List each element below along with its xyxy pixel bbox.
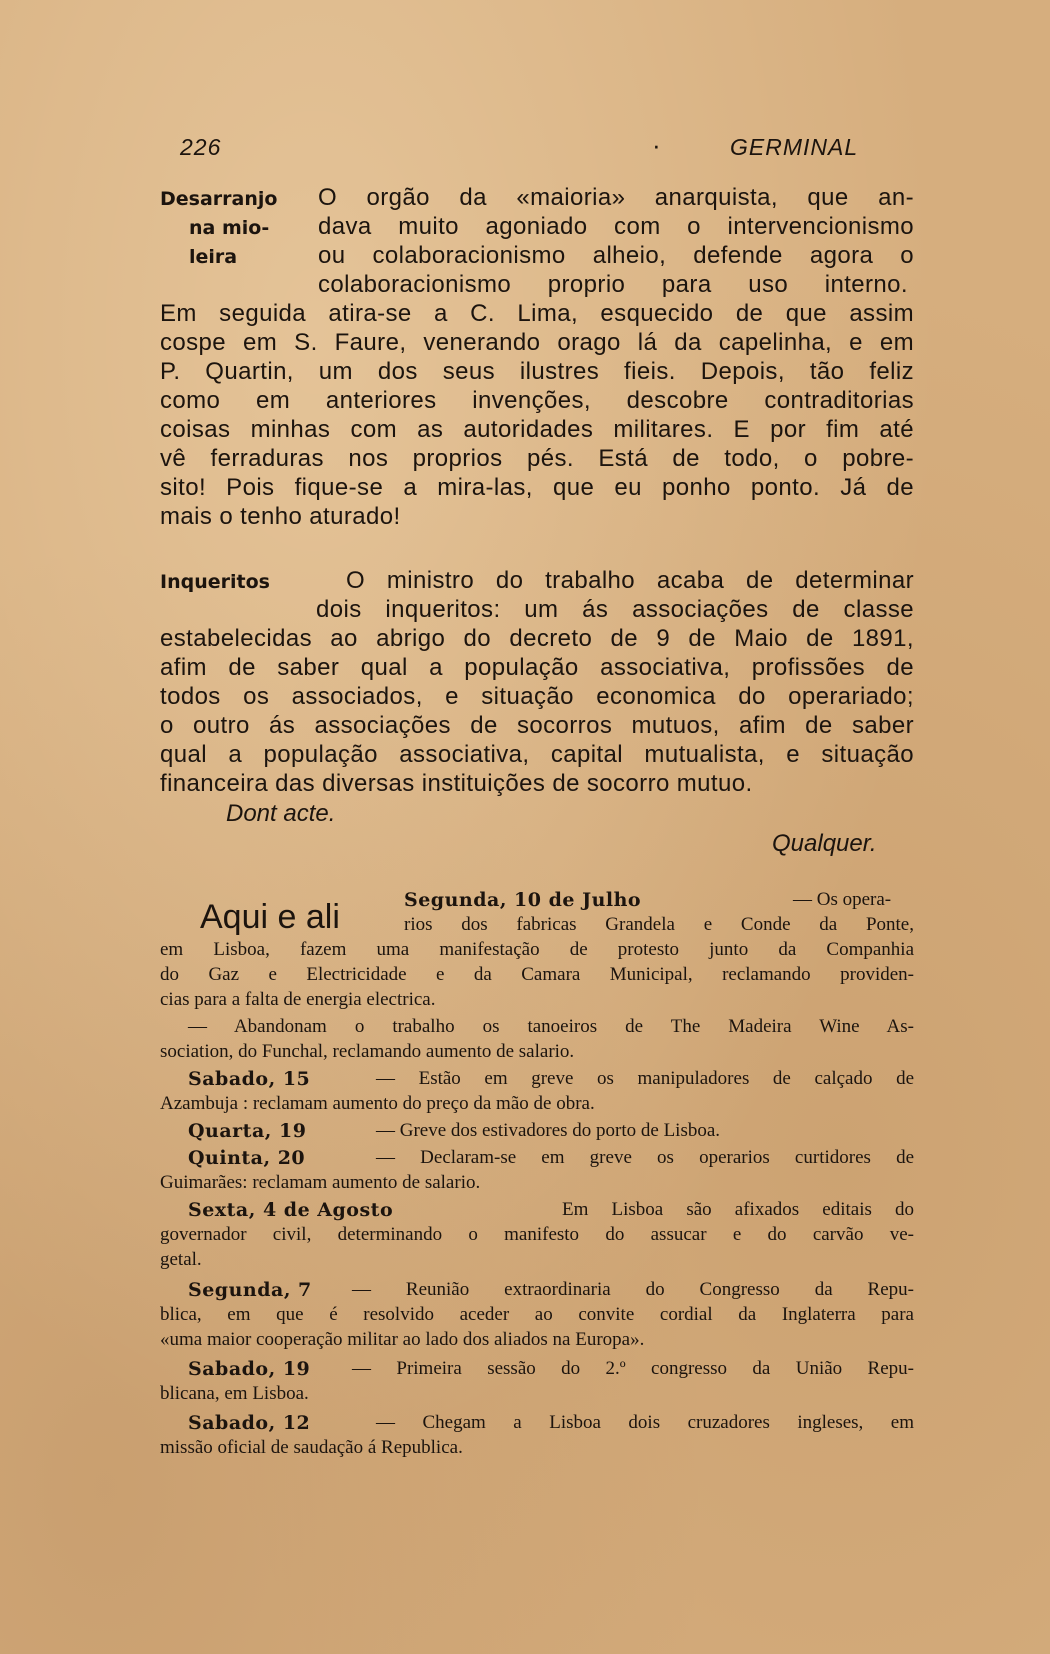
- entry-date: Quarta, 19: [188, 1120, 307, 1142]
- entry-date: Segunda, 7: [188, 1279, 312, 1301]
- text-line: qual a população associativa, capital mutualista, e situação: [160, 741, 914, 768]
- entry-line: blica, em que é resolvido aceder ao convite cordial da Inglaterra para: [160, 1304, 914, 1325]
- section-gloss-line: Desarranjo: [160, 188, 278, 210]
- entry-date: Sabado, 12: [188, 1412, 311, 1434]
- entry-line: getal.: [160, 1249, 202, 1270]
- entry-line: blicana, em Lisboa.: [160, 1383, 309, 1404]
- entry-line: — Greve dos estivadores do porto de Lisboa.: [376, 1120, 721, 1141]
- signature-left: Dont acte.: [226, 800, 336, 827]
- text-line: colaboracionismo proprio para uso interno.: [318, 271, 908, 298]
- entry-line: sociation, do Funchal, reclamando aumento de salario.: [160, 1041, 575, 1062]
- entry-line: — Reunião extraordinaria do Congresso da Repu-: [352, 1279, 914, 1300]
- entry-line: Azambuja : reclamam aumento do preço da mão de obra.: [160, 1093, 595, 1114]
- entry-line: — Estão em greve os manipuladores de calçado de: [376, 1068, 914, 1089]
- entry-line: — Abandonam o trabalho os tanoeiros de The Madeira Wine As-: [188, 1016, 914, 1037]
- text-line: sito! Pois fique-se a mira-las, que eu ponho ponto. Já de: [160, 474, 914, 501]
- entry-line: missão oficial de saudação á Republica.: [160, 1437, 463, 1458]
- entry-line: — Declaram-se em greve os operarios curtidores de: [376, 1147, 914, 1168]
- section-heading: Aqui e ali: [200, 898, 340, 936]
- entry-line: rios dos fabricas Grandela e Conde da Ponte,: [404, 914, 914, 935]
- text-line: o outro ás associações de socorros mutuos, afim de saber: [160, 712, 914, 739]
- entry-line: «uma maior cooperação militar ao lado dos aliados na Europa».: [160, 1329, 645, 1350]
- entry-line: Guimarães: reclamam aumento de salario.: [160, 1172, 481, 1193]
- text-line: O ministro do trabalho acaba de determinar: [346, 567, 914, 594]
- section-gloss-line: na mio-: [189, 217, 270, 239]
- text-line: dava muito agoniado com o intervencionismo: [318, 213, 914, 240]
- entry-date: Sabado, 15: [188, 1068, 311, 1090]
- text-line: todos os associados, e situação economica do operariado;: [160, 683, 914, 710]
- text-line: cospe em S. Faure, venerando orago lá da capelinha, e em: [160, 329, 914, 356]
- text-line: ou colaboracionismo alheio, defende agora o: [318, 242, 914, 269]
- entry-date: Quinta, 20: [188, 1147, 306, 1169]
- entry-date: Segunda, 10 de Julho: [404, 889, 642, 911]
- header-bullet: ·: [652, 130, 661, 160]
- entry-date: Sabado, 19: [188, 1358, 311, 1380]
- text-line: dois inqueritos: um ás associações de classe: [316, 596, 914, 623]
- entry-line: governador civil, determinando o manifesto do assucar e do carvão ve-: [160, 1224, 914, 1245]
- text-line: afim de saber qual a população associativa, profissões de: [160, 654, 914, 681]
- entry-line: — Chegam a Lisboa dois cruzadores ingleses, em: [376, 1412, 914, 1433]
- text-line: estabelecidas ao abrigo do decreto de 9 de Maio de 1891,: [160, 625, 914, 652]
- text-line: financeira das diversas instituições de socorro mutuo.: [160, 770, 753, 797]
- page-number: 226: [180, 134, 222, 160]
- entry-line: cias para a falta de energia electrica.: [160, 989, 436, 1010]
- signature-right: Qualquer.: [772, 830, 877, 857]
- journal-title: GERMINAL: [730, 134, 859, 160]
- entry-line: — Primeira sessão do 2.º congresso da União Repu-: [352, 1358, 914, 1379]
- entry-line: — Os opera-: [793, 889, 892, 910]
- entry-line: em Lisboa, fazem uma manifestação de protesto junto da Companhia: [160, 939, 914, 960]
- entry-line: Em Lisboa são afixados editais do: [562, 1199, 914, 1220]
- text-line: O orgão da «maioria» anarquista, que an-: [318, 184, 914, 211]
- text-line: como em anteriores invenções, descobre contraditorias: [160, 387, 914, 414]
- text-line: vê ferraduras nos proprios pés. Está de todo, o pobre-: [160, 445, 914, 472]
- text-line: coisas minhas com as autoridades militares. E por fim até: [160, 416, 914, 443]
- section-gloss-line: leira: [189, 246, 238, 268]
- entry-line: do Gaz e Electricidade e da Camara Municipal, reclamando providen-: [160, 964, 914, 985]
- section-gloss-line: Inqueritos: [160, 571, 270, 593]
- text-line: P. Quartin, um dos seus ilustres fieis. Depois, tão feliz: [160, 358, 914, 385]
- entry-date: Sexta, 4 de Agosto: [188, 1199, 394, 1221]
- text-line: mais o tenho aturado!: [160, 503, 401, 530]
- text-line: Em seguida atira-se a C. Lima, esquecido de que assim: [160, 300, 914, 327]
